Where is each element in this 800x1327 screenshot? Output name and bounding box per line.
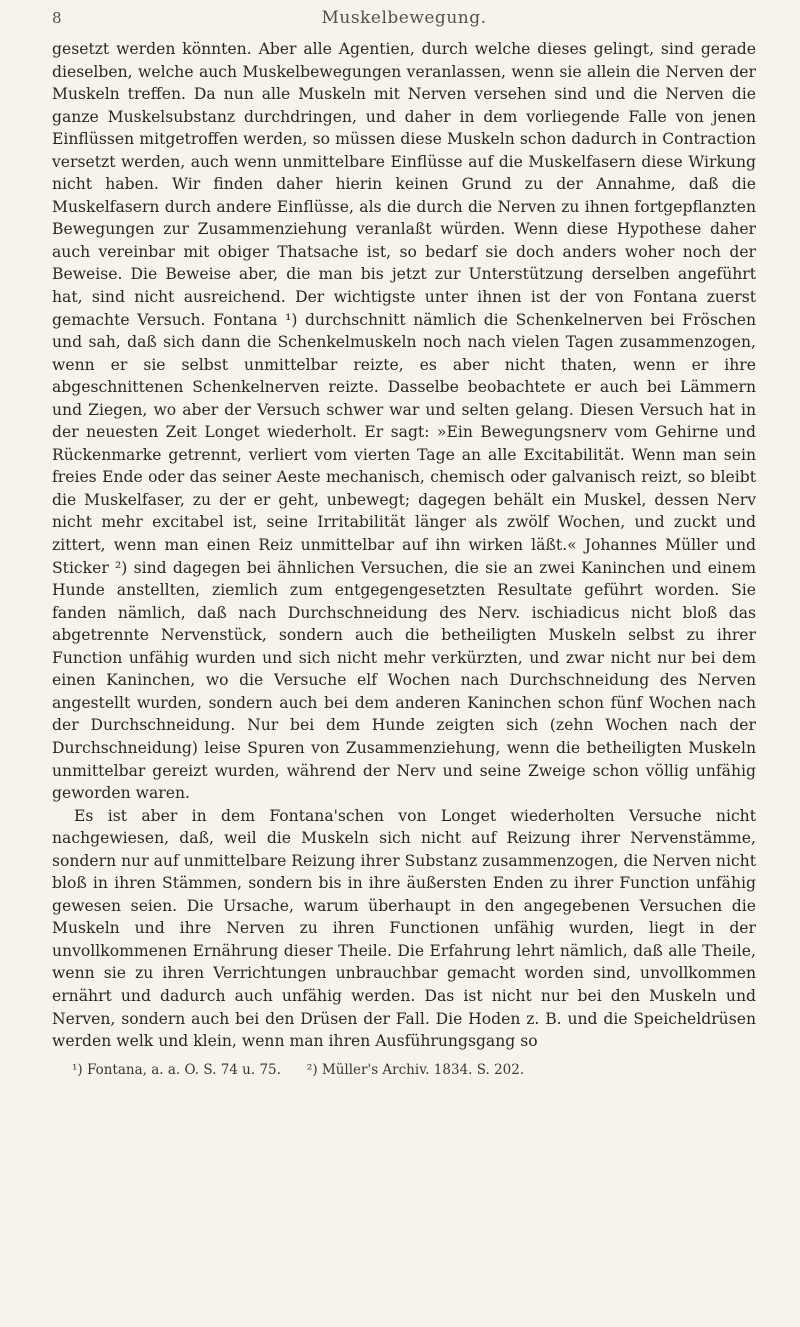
body-text [52, 38, 756, 1053]
footnote: ²) Müller's Archiv. 1834. S. 202. [306, 1061, 525, 1078]
paragraph: gesetzt werden könnten. Aber alle Agentien, durch welche dieses gelingt, sind gerade dieselben, welche auch Muskelbewegungen veranlassen, wenn sie allein die Nerven der Muskeln treffen. Da nun alle Muskeln mit Nerven versehen sind und die Nerven die ganze Muskelsubstanz durchdringen, und daher in dem vorliegende Falle von jenen Einflüssen mitgetroffen werden, so müssen diese Muskeln schon dadurch in Contraction versetzt werden, auch wenn unmittelbare Einflüsse auf die Muskelfasern diese Wirkung nicht haben. Wir finden daher hierin keinen Grund zu der Annahme, daß die Muskelfasern durch andere Einflüsse, als die durch die Nerven zu ihnen fortgepflanzten Bewegungen zur Zusammenziehung veranlaßt würden. Wenn diese Hypothese daher auch vereinbar mit obiger Thatsache ist, so bedarf sie doch anders woher noch der Beweise. Die Beweise aber, die man bis jetzt zur Unterstützung derselben angeführt hat, sind nicht ausreichend. Der wichtigste unter ihnen ist der von Fontana zuerst gemachte Versuch. Fontana ¹) durchschnitt nämlich die Schenkelnerven bei Fröschen und sah, daß sich dann die Schenkelmuskeln noch nach vielen Tagen zusammenzogen, wenn er sie selbst unmittelbar reizte, es aber nicht thaten, wenn er ihre abgeschnittenen Schenkelnerven reizte. Dasselbe beobachtete er auch bei Lämmern und Ziegen, wo aber der Versuch schwer war und selten gelang. Diesen Versuch hat in der neuesten Zeit Longet wiederholt. Er sagt: »Ein Bewegungsnerv vom Gehirne und Rückenmarke getrennt, verliert vom vierten Tage an alle Excitabilität. Wenn man sein freies Ende oder das seiner Aeste mechanisch, chemisch oder galvanisch reizt, so bleibt die Muskelfaser, zu der er geht, unbewegt; dagegen behält ein Muskel, dessen Nerv nicht mehr excitabel ist, seine Irritabilität länger als zwölf Wochen, und zuckt und zittert, wenn man einen Reiz unmittelbar auf ihn wirken läßt.« Johannes Müller und Sticker ²) sind dagegen bei ähnlichen Versuchen, die sie an zwei Kaninchen und einem Hunde anstellten, ziemlich zum entgegengesetzten Resultate geführt worden. Sie fanden nämlich, daß nach Durchschneidung des Nerv. ischiadicus nicht bloß das abgetrennte Nervenstück, sondern auch die betheiligten Muskeln selbst zu ihrer Function unfähig wurden und sich nicht mehr verkürzten, und zwar nicht nur bei dem einen Kaninchen, wo die Versuche elf Wochen nach Durchschneidung des Nerven angestellt wurden, sondern auch bei dem anderen Kaninchen schon fünf Wochen nach der Durchschneidung. Nur bei dem Hunde zeigten sich (zehn Wochen nach der Durchschneidung) leise Spuren von Zusammenziehung, wenn die betheiligten Muskeln unmittelbar gereizt wurden, während der Nerv und seine Zweige schon völlig unfähig geworden waren. [52, 40, 756, 803]
paragraph: Es ist aber in dem Fontana'schen von Longet wiederholten Versuche nicht nachgewiesen, daß, weil die Muskeln sich nicht auf Reizung ihrer Nervenstämme, sondern nur auf unmittelbare Reizung ihrer Substanz zusammenzogen, die Nerven nicht bloß in ihren Stämmen, sondern bis in ihre äußersten Enden zu ihrer Function unfähig gewesen seien. Die Ursache, warum überhaupt in den angegebenen Versuchen die Muskeln und ihre Nerven zu ihren Functionen unfähig wurden, liegt in der unvollkommenen Ernährung dieser Theile. Die Erfahrung lehrt nämlich, daß alle Theile, wenn sie zu ihren Verrichtungen unbrauchbar gemacht worden sind, unvollkommen ernährt und dadurch auch unfähig werden. Das ist nicht nur bei den Muskeln und Nerven, sondern auch bei den Drüsen der Fall. Die Hoden z. B. und die Speicheldrüsen werden welk und klein, wenn man ihren Ausführungsgang so [52, 806, 756, 1051]
running-title: Muskelbewegung. [321, 8, 487, 28]
footnotes [52, 1061, 756, 1080]
page-number: 8 [52, 9, 62, 27]
running-head [52, 8, 756, 36]
footnote: ¹) Fontana, a. a. O. S. 74 u. 75. [72, 1061, 281, 1078]
